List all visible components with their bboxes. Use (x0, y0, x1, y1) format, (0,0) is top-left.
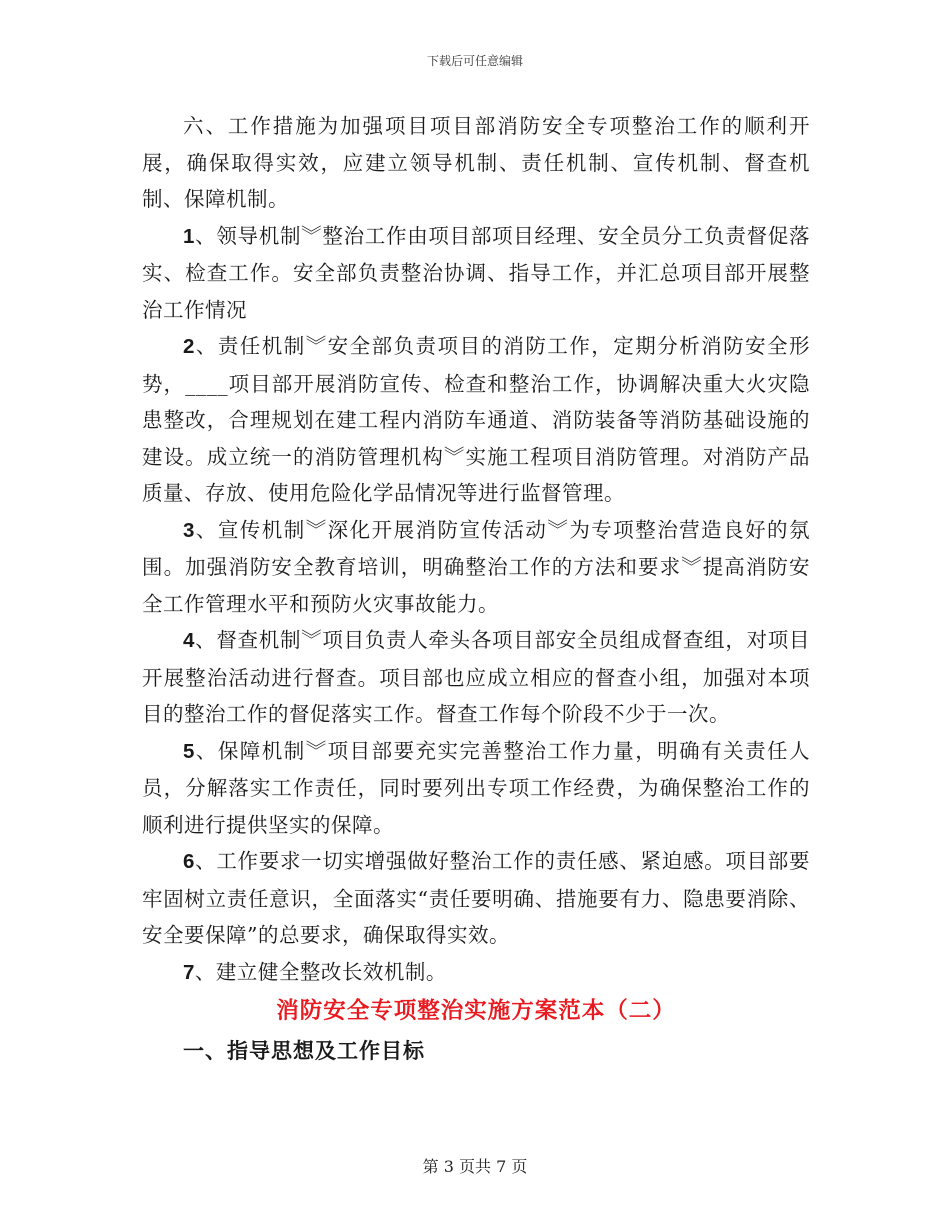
header-note: 下载后可任意编辑 (426, 54, 523, 68)
item-number: 2 (183, 335, 195, 358)
list-item-publicity-mechanism (142, 512, 810, 623)
item-number: 4 (183, 629, 195, 652)
item-number: 5 (183, 739, 195, 763)
list-item-responsibility-mechanism (142, 328, 810, 512)
section-title: 消防安全专项整治实施方案范本（二） (276, 998, 676, 1024)
item-number: 1 (183, 224, 195, 248)
item-text: 、保障机制︾项目部要充实完善整治工作力量，明确有关责任人员，分解落实工作责任，同时要列出专项工作经费，为确保整治工作的顺利进行提供坚实的保障。 (142, 738, 810, 837)
item-text: 、宣传机制︾深化开展消防宣传活动︾为专项整治营造良好的氛围。加强消防安全教育培训，明确整治工作的方法和要求︾提高消防安全工作管理水平和预防火灾事故能力。 (142, 517, 810, 616)
list-item-leadership-mechanism (142, 218, 810, 329)
list-item-supervision-mechanism (142, 622, 810, 733)
list-item-guarantee-mechanism (142, 733, 810, 844)
item-text: 、督查机制︾项目负责人牵头各项目部安全员组成督查组，对项目开展整治活动进行督查。项目部也应成立相应的督查小组，加强对本项目的整治工作的督促落实工作。督查工作每个阶段不少于一次。 (142, 628, 810, 726)
item-text: 、责任机制︾安全部负责项目的消防工作，定期分析消防安全形势，____项目部开展消防宣传、检查和整治工作，协调解决重大火灾隐患整改，合理规划在建工程内消防车通道、消防装备等消防基础设施的建设。成立统一的消防管理机构︾实施工程项目消防管理。对消防产品质量、存放、使用危险化学品情况等进行监督管理。 (142, 334, 810, 505)
item-text: 、工作要求一切实增强做好整治工作的责任感、紧迫感。项目部要牢固树立责任意识，全面落实“责任要明确、措施要有力、隐患要消除、安全要保障”的总要求，确保取得实效。 (142, 849, 810, 947)
item-number: 7 (183, 960, 195, 984)
item-text: 、建立健全整改长效机制。 (194, 959, 447, 984)
page-number: 第 3 页共 7 页 (422, 1157, 528, 1176)
section-subheading: 一、指导思想及工作目标 (183, 1038, 425, 1063)
paragraph-work-measures: 六、工作措施为加强项目项目部消防安全专项整治工作的顺利开展，确保取得实效，应建立领导机制、责任机制、宣传机制、督查机制、保障机制。 (142, 114, 810, 211)
item-text: 、领导机制︾整治工作由项目部项目经理、安全员分工负责督促落实、检查工作。安全部负责整治协调、指导工作，并汇总项目部开展整治工作情况 (142, 223, 810, 322)
document-body (142, 108, 810, 1069)
list-item-work-requirements (142, 843, 810, 954)
item-number: 6 (183, 850, 195, 873)
item-number: 3 (183, 518, 195, 542)
list-item-long-term-mechanism (142, 954, 810, 992)
